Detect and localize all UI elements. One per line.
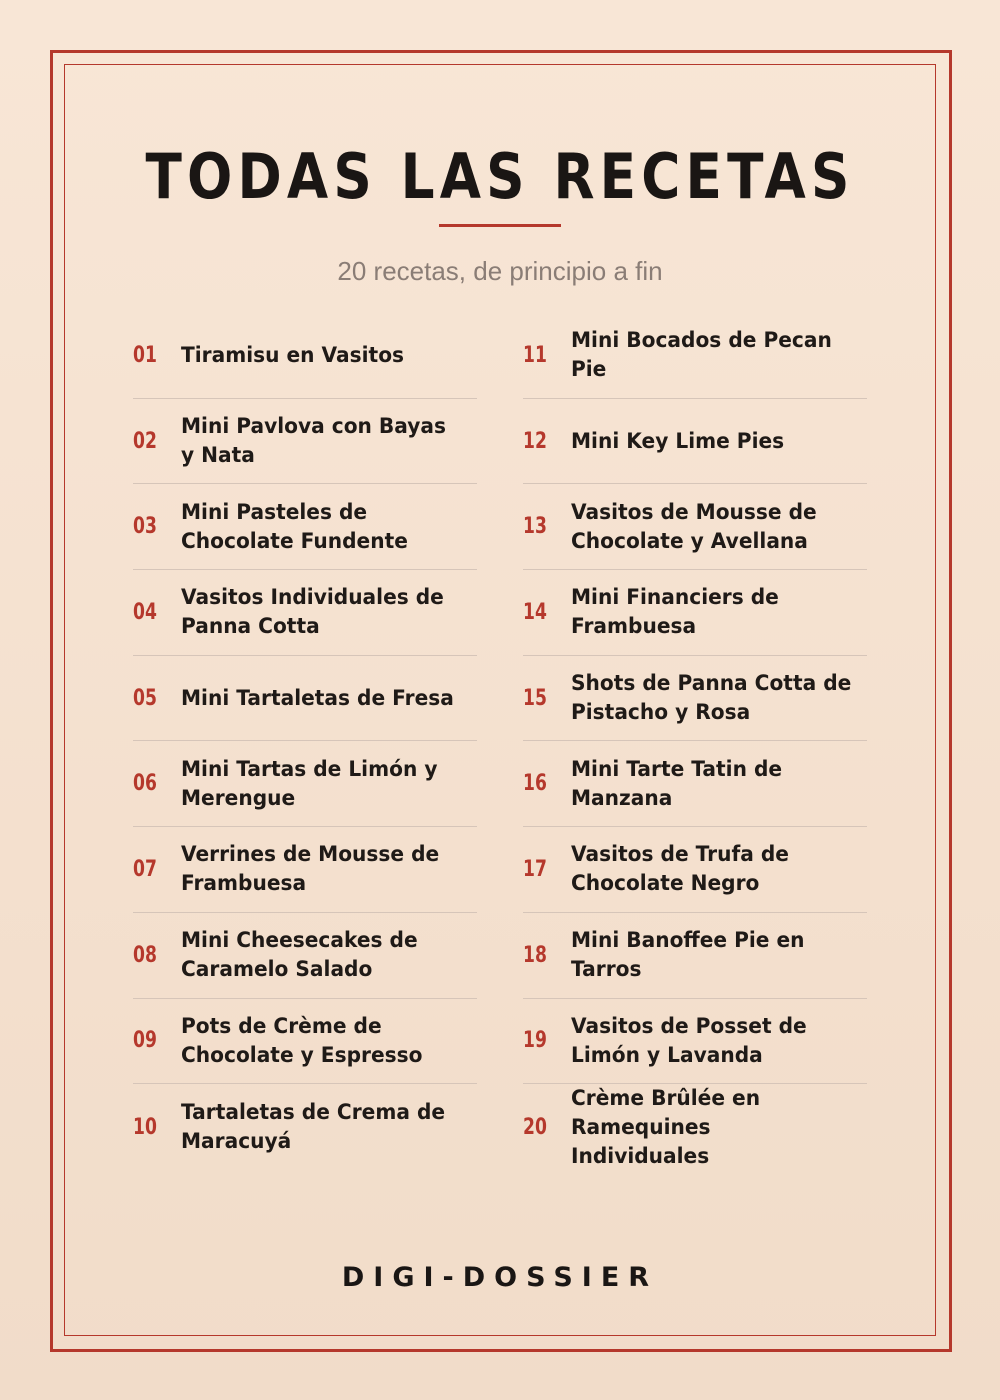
- recipe-row: [523, 313, 867, 399]
- recipe-row: [133, 656, 477, 742]
- recipe-name: Vasitos de Trufa de Chocolate Negro: [571, 842, 789, 896]
- recipe-name: Mini Financiers de Frambuesa: [571, 585, 779, 639]
- page-subtitle: 20 recetas, de principio a fin: [337, 256, 663, 286]
- recipe-row: [523, 1084, 867, 1170]
- recipe-row: [133, 741, 477, 827]
- recipe-name: Vasitos de Mousse de Chocolate y Avellana: [571, 499, 817, 553]
- recipe-list-left: [133, 313, 477, 1170]
- recipe-number: 15: [523, 685, 547, 711]
- recipe-name: Tiramisu en Vasitos: [181, 342, 405, 367]
- recipe-number: 14: [523, 599, 547, 625]
- recipe-name: Mini Cheesecakes de Caramelo Salado: [181, 928, 418, 982]
- recipe-number: 09: [133, 1028, 157, 1054]
- recipe-row: [523, 656, 867, 742]
- recipe-row: [523, 827, 867, 913]
- recipe-number: 20: [523, 1114, 547, 1140]
- recipe-row: [523, 999, 867, 1085]
- recipe-number: 12: [523, 428, 547, 454]
- recipe-name: Verrines de Mousse de Frambuesa: [181, 842, 440, 896]
- recipe-number: 02: [133, 428, 157, 454]
- recipe-name: Crème Brûlée en Ramequines Individuales: [571, 1085, 761, 1168]
- recipe-number: 17: [523, 856, 547, 882]
- recipe-name: Mini Key Lime Pies: [571, 428, 785, 453]
- recipe-number: 16: [523, 771, 547, 797]
- recipe-name: Mini Tartaletas de Fresa: [181, 685, 454, 710]
- recipe-row: [523, 570, 867, 656]
- recipe-number: 19: [523, 1028, 547, 1054]
- recipe-row: [523, 484, 867, 570]
- recipe-row: [133, 827, 477, 913]
- recipe-name: Mini Bocados de Pecan Pie: [571, 328, 832, 382]
- recipe-name: Vasitos Individuales de Panna Cotta: [181, 585, 444, 639]
- recipe-name: Mini Tarte Tatin de Manzana: [571, 756, 783, 810]
- brand-footer: DIGI-DOSSIER: [341, 1262, 659, 1293]
- recipe-name: Mini Tartas de Limón y Merengue: [181, 756, 438, 810]
- recipe-row: [133, 913, 477, 999]
- recipe-name: Pots de Crème de Chocolate y Espresso: [181, 1013, 423, 1067]
- recipe-number: 07: [133, 856, 157, 882]
- page-title: TODAS LAS RECETAS: [145, 140, 855, 213]
- recipe-name: Mini Pavlova con Bayas y Nata: [181, 414, 447, 468]
- recipe-name: Shots de Panna Cotta de Pistacho y Rosa: [571, 671, 852, 725]
- recipe-number: 18: [523, 942, 547, 968]
- recipe-name: Tartaletas de Crema de Maracuyá: [181, 1100, 446, 1154]
- recipe-name: Mini Pasteles de Chocolate Fundente: [181, 499, 408, 553]
- recipe-name: Vasitos de Posset de Limón y Lavanda: [571, 1013, 807, 1067]
- recipe-number: 13: [523, 514, 547, 540]
- recipe-row: [133, 399, 477, 485]
- recipe-name: Mini Banoffee Pie en Tarros: [571, 928, 805, 982]
- recipe-row: [133, 570, 477, 656]
- recipe-number: 04: [133, 599, 157, 625]
- recipe-number: 01: [133, 342, 157, 368]
- recipe-row: [523, 741, 867, 827]
- recipe-row: [133, 484, 477, 570]
- title-underline: [439, 224, 561, 227]
- recipe-row: [133, 999, 477, 1085]
- recipe-row: [523, 399, 867, 485]
- recipe-number: 11: [523, 342, 547, 368]
- recipe-row: [133, 1084, 477, 1170]
- recipe-number: 06: [133, 771, 157, 797]
- recipe-list-right: [523, 313, 867, 1170]
- recipe-row: [523, 913, 867, 999]
- recipe-number: 10: [133, 1114, 157, 1140]
- recipe-number: 03: [133, 514, 157, 540]
- recipe-number: 05: [133, 685, 157, 711]
- recipe-row: [133, 313, 477, 399]
- recipe-number: 08: [133, 942, 157, 968]
